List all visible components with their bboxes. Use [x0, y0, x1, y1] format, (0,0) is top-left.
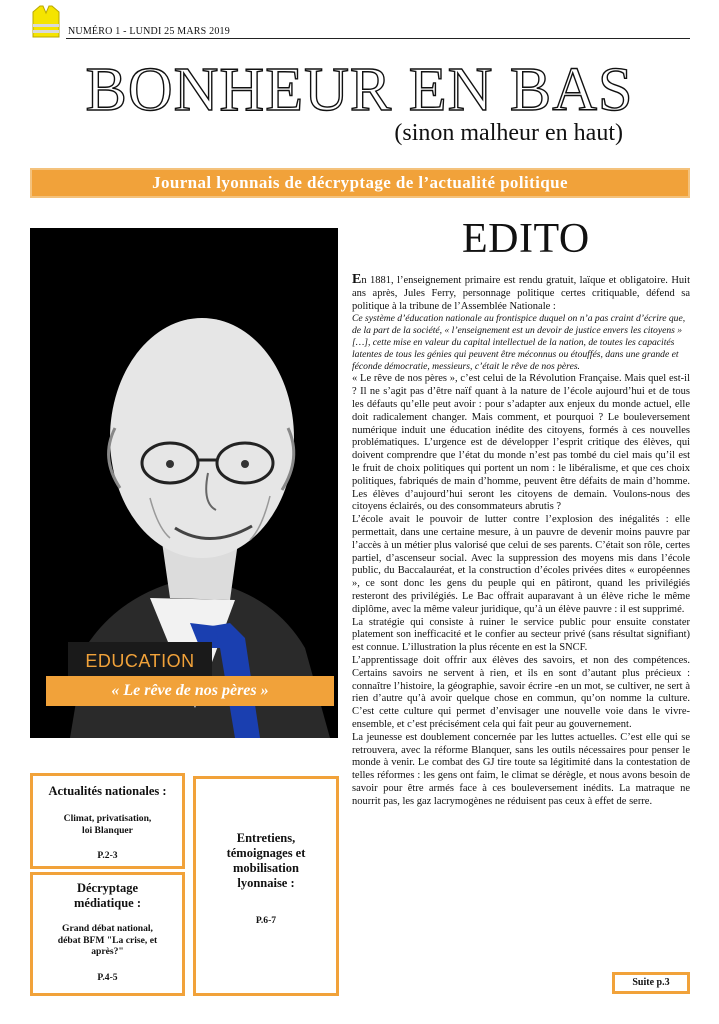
masthead-title: BONHEUR EN BAS: [85, 56, 634, 124]
header-rule: [66, 38, 690, 39]
page-ref: P.2-3: [97, 850, 118, 861]
ferry-quote: Ce système d’éducation nationale au frontispice duquel on n’a pas craint d’écrire que, de la part de la société, « l’enseignement est un devoir de justice envers les citoyens » […], cette mise en valeur du capital intellectuel de la nation, de toutes les capacités latentes de tous les génies qui peuvent être méconnus ou étouffés, dans une grande et féconde démocratie, messieurs, c’était le rêve de nos pères.: [352, 313, 686, 373]
drop-cap: E: [352, 272, 362, 287]
feature-headline: « Le rêve de nos pères »: [46, 676, 334, 706]
edito-title: EDITO: [462, 216, 590, 262]
tagline-banner: Journal lyonnais de décryptage de l’actualité politique: [30, 168, 690, 198]
continued-page-link[interactable]: Suite p.3: [612, 972, 690, 994]
yellow-vest-icon: [30, 4, 62, 38]
feature-rubric: EDUCATION: [68, 642, 212, 680]
issue-date: NUMÉRO 1 - LUNDI 25 MARS 2019: [68, 26, 230, 37]
edito-intro: En 1881, l’enseignement primaire est rendu gratuit, laïque et obligatoire. Huit ans après, Jules Ferry, personnage politique certes critiquable, défend sa politique à la tribune de l’Assemblée Nationale :: [352, 272, 690, 312]
summary-box-national[interactable]: Actualités nationales : Climat, privatisation, loi Blanquer P.2-3: [30, 773, 185, 869]
page-ref: P.4-5: [97, 971, 118, 983]
edito-paragraph-5: La jeunesse est doublement concernée par les luttes actuelles. C’est elle qui se retrouvera, avec la réforme Blanquer, sans les outils nécessaires pour penser le monde à venir. Le combat des GJ tire toute sa légitimité dans la contestation de telles réformes : les gens ont faim, le climat se dérègle, et nous avons besoin de savoir pour être armés face à ces bouleversement inédits. La matraque ne nourrit pas, les gaz lacrymogènes ne réduisent pas ceux à effet de serre.: [352, 731, 690, 807]
page-ref: P.6-7: [255, 915, 277, 926]
edito-article: [352, 274, 690, 808]
summary-box-interviews[interactable]: Entretiens, témoignages et mobilisation lyonnaise : P.6-7: [193, 776, 339, 996]
masthead-subtitle: (sinon malheur en haut): [394, 120, 623, 146]
edito-paragraph-3: La stratégie qui consiste à ruiner le service public pour ensuite constater platement son inefficacité et le confier au secteur privé (sans résultat signifiant) est connue. L’illustration la plus récente en est la SNCF.: [352, 616, 690, 654]
edito-paragraph-1: « Le rêve de nos pères », c’est celui de la Révolution Française. Mais quel est-il ? Il ne s’agit pas d’être naïf quant à la nature de l’école aujourd’hui et de tous les défauts qu’elle peut avoir : pour s’adapter aux enjeux du monde actuel, elle doit radicalement changer. Mais comment, et pourquoi ? Le bouleversement numérique induit une éducation inédite des citoyens, formés à ces nouvelles problématiques. L’urgence est de développer l’esprit critique des élèves, qui doivent comprendre que l’état du monde n’est pas tombé du ciel mais qu’il est le fruit de choix politiques qui portent un nom : le libéralisme, et que ces choix politiques, fabriqués de main d’homme, peuvent être défaits de main d’homme. Les élèves d’aujourd’hui seront les citoyens de demain. Voulons-nous des citoyens éclairés, ou des consommateurs abrutis ?: [352, 373, 690, 513]
summary-box-title: Actualités nationales :: [48, 784, 167, 798]
summary-box-media[interactable]: Décryptage médiatique : Grand débat national, débat BFM "La crise, et après?" P.4-5: [30, 872, 185, 996]
edito-paragraph-2: L’école avait le pouvoir de lutter contre l’explosion des inégalités : elle permettait, dans une certaine mesure, à un pauvre de devenir moins pauvre par l’accès à un métier plus valorisé que celui de ses parents. C’était son rôle, certes partiel, d’ascenseur social. Avec la suppression des moyens mis dans l’école public, du Baccalauréat, et la construction d’écoles privées dites « européennes », ce sont donc les gens du peuple qui en pâtiront, quand les privilégiés resteront des privilégiés. Le Bac offrait auparavant à un élève riche le même diplôme, avec la même valeur juridique, qu’à un élève pauvre : il est supprimé.: [352, 514, 690, 615]
edito-paragraph-4: L’apprentissage doit offrir aux élèves des savoirs, et non des compétences. Certains savoirs ne servent à rien, et ils en sont d’autant plus précieux : connaître l’histoire, la géographie, savoir écrire -en un mot, se cultiver, ne sert à rien d’autre qu’à avoir quelque chose en commun, qu’on nomme la culture. C’est cette culture qui permet d’envisager une nouvelle voie dans le vivre-ensemble, et c’est précisément cela qui fait peur au gouvernement.: [352, 654, 690, 730]
